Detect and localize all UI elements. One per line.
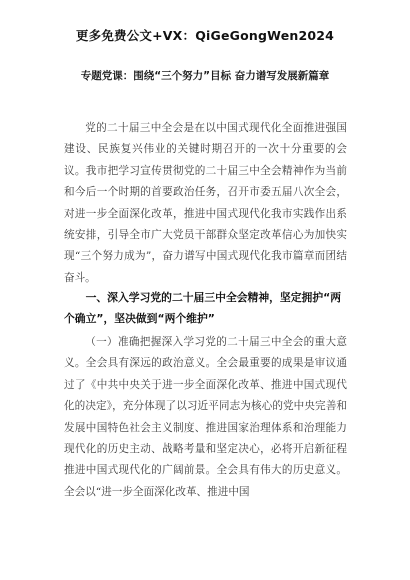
document-title: 专题党课：围绕“三个努力”目标 奋力谱写发展新篇章 (80, 70, 330, 82)
section-heading-1: 一、深入学习党的二十届三中全会精神，坚定拥护“两个确立”，坚决做到“两个维护” (64, 291, 342, 325)
body-paragraph-1: 党的二十届三中全会是在以中国式现代化全面推进强国建设、民族复兴伟业的关键时期召开的一次十分重要的会议。我市把学习宣传贯彻党的二十届三中全会精神作为当前和今后一个时期的首要政治任务，召开市委五届八次全会，对进一步全面深化改革，推进中国式现代化我市实践作出系统安排，引导全市广大党员干部群众坚定改革信心为加快实现“三个努力成为”，奋力谱写中国式现代化我市篇章而团结奋斗。 (64, 122, 347, 284)
promo-banner: 更多免费公文+VX：QiGeGongWen2024 (75, 28, 335, 43)
body-paragraph-2: （一）准确把握深入学习党的二十届三中全会的重大意义。全会具有深远的政治意义。全会最重要的成果是审议通过了《中共中央关于进一步全面深化改革、推进中国式现代化的决定》，充分体现了以习近平同志为核心的党中央完善和发展中国特色社会主义制度、推进国家治理体系和治理能力现代化的历史主动、战略考量和坚定决心，必将开启新征程推进中国式现代化的广阔前景。全会具有伟大的历史意义。全会以“进一步全面深化改革、推进中国 (64, 336, 347, 498)
